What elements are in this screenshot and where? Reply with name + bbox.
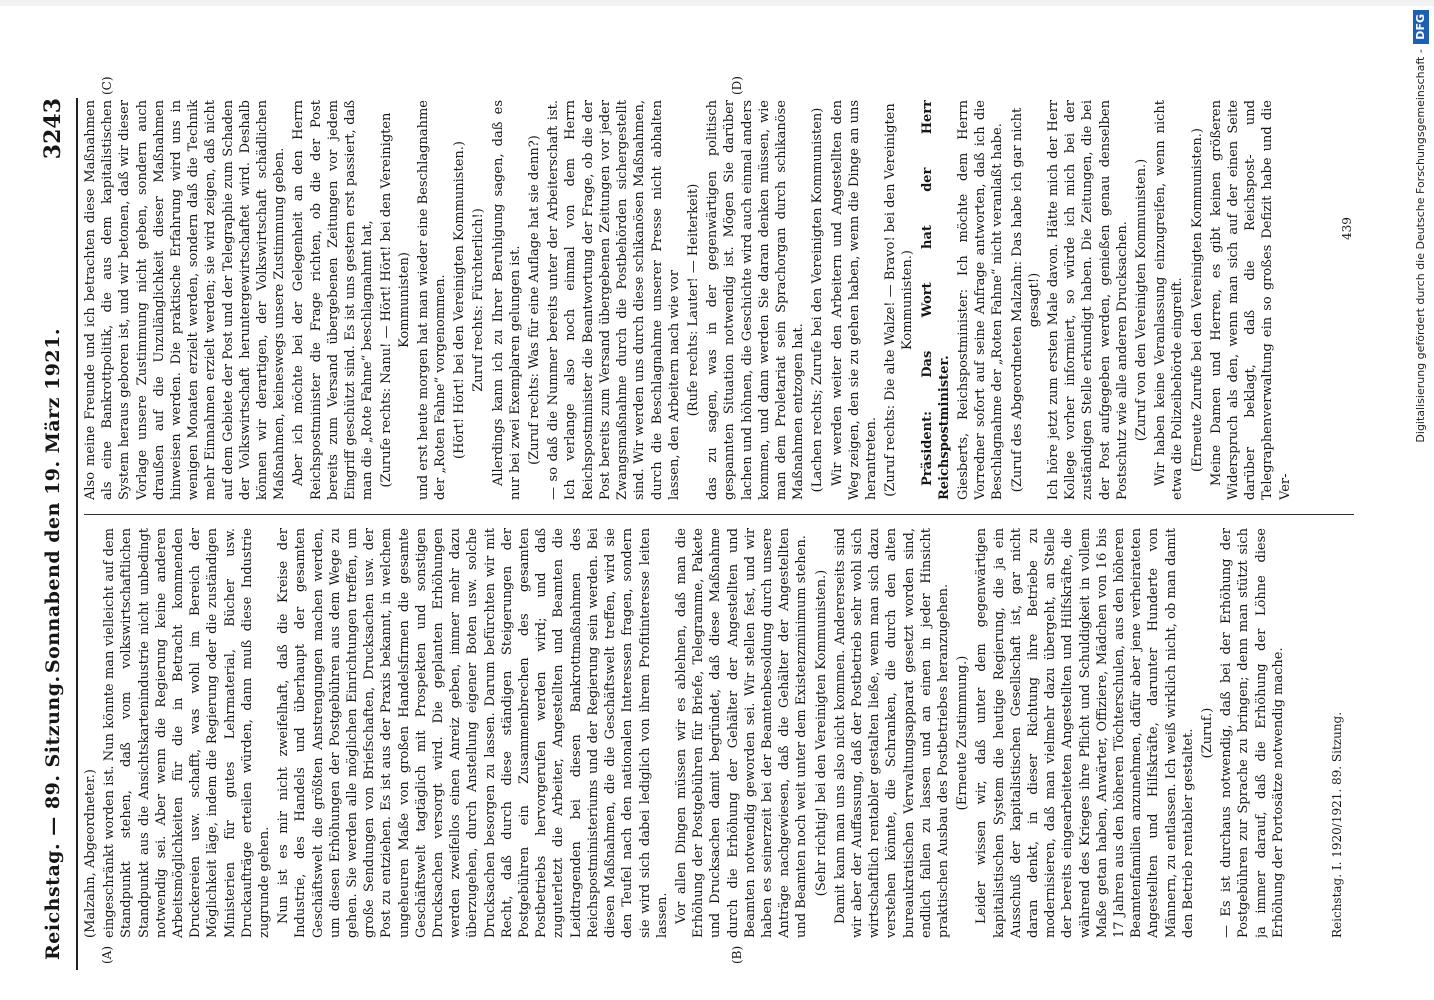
page-header	[28, 98, 78, 970]
margin-marker-c: (C)	[100, 76, 114, 95]
paragraph: — Es ist durchaus notwendig, daß bei der Erhöhung der Postgebühren zur Sprache zu bringen; denn man stützt sich ja immer darauf, daß die Erhöhung der Löhne diese Erhöhung der Portosätze notwendig mache.	[1219, 528, 1286, 938]
paragraph: Vor allen Dingen müssen wir es ablehnen, daß man die Erhöhung der Postgebühren für Briefe, Telegramme, Pakete und Drucksachen damit begründet, daß diese Maßnahme durch die Erhöhung der Gehälter der Angestellten und Beamten notwendig geworden sei. Wir stellen fest, und wir haben es seinerzeit bei der Beamtenbesoldung durch unsere Anträge nachgewiesen, daß die Gehälter der Angestellten und Beamten noch weit unter dem Existenzminimum stehen.	[673, 528, 810, 938]
paragraph: Meine Damen und Herren, es gibt keinen größeren Widerspruch als den, wenn man sich auf der einen Seite darüber beklagt, daß die Reichspost- und Telegraphenverwaltung ein so großes Defizit habe und die Ver-	[1208, 100, 1293, 500]
paragraph: Damit kann man uns also nicht kommen. Andererseits sind wir aber der Auffassung, daß der Postbetrieb sehr wohl sich wirtschaftlich rentabler gestalten ließe, wenn man sich dazu verstehen könnte, die Schranken, die durch den alten bureaukratischen Verwaltungsapparat gesetzt worden sind, endlich fallen zu lassen und an einen in jeder Hinsicht praktischen Ausbau des Postbetriebes heranzugehen.	[832, 528, 951, 938]
margin-marker-b: (B)	[730, 945, 744, 964]
notice-text: Digitalisierung gefördert durch die Deutsche Forschungsgemeinschaft -	[1414, 49, 1427, 443]
paragraph: (Lachen rechts; Zurufe bei den Vereinigten Kommunisten)	[810, 107, 826, 493]
paragraph: Zuruf rechts: Fürchterlich!)	[471, 208, 487, 392]
paragraph: Präsident: Das Wort hat der Herr Reichspostminister.	[919, 100, 952, 500]
page-footer: Reichstag. I. 1920/1921. 89. Sitzung.	[1330, 711, 1344, 938]
paragraph: und erst heute morgen hat man wieder eine Beschlagnahme der „Roten Fahne“ vorgenommen.	[415, 100, 449, 500]
paragraph: das zu sagen, was in der gegenwärtigen politisch gespannten Situation notwendig ist. Mögen Sie darüber lachen und höhnen, die Geschichte wird auch einmal anders kommen, und dann werden Sie daran denken müssen, wie man dem Proletariat sein Sprachorgan durch schikanöse Maßnahmen entzogen hat.	[705, 100, 807, 500]
paragraph: (Zuruf von den Vereinigten Kommunisten.)	[1133, 158, 1149, 442]
paragraph: (Rufe rechts: Lauter! — Heiterkeit)	[685, 183, 701, 417]
paragraph: Giesberts, Reichspostminister: Ich möchte dem Herrn Vorredner sofort auf seine Anfrage antworten, daß ich die Beschlagnahme der „Roten Fahne“ nicht veranlaßt habe.	[955, 100, 1006, 500]
paragraph: — so daß die Nummer bereits unter der Arbeiterschaft ist. Ich verlange also noch einmal von dem Herrn Reichspostminister die Beantwortung der Frage, ob die der Post bereits zum Versand übergebenen Zeitungen vor jeder Zwangsmaßnahme durch die Postbehörden sichergestellt sind. Wir werden uns durch diese schikanösen Maßnahmen, durch die Beschlagnahme unserer Presse nicht abhalten lassen, den Arbeitern nach wie vor	[546, 100, 682, 500]
paragraph: Leider wissen wir, daß unter dem gegenwärtigen kapitalistischen System die heutige Regierung, die ja ein Ausschuß der kapitalistischen Gesellschaft ist, gar nicht daran denkt, in dieser Richtung ihre Betriebe zu modernisieren, daß man vielmehr dazu übergeht, an Stelle der bereits eingearbeiteten Angestellten und Hilfskräfte, die während des Krieges ihre Pflicht und Schuldigkeit in vollem Maße getan haben, Anwärter, Offiziere, Mädchen von 16 bis 17 Jahren aus den höheren Töchterschulen, aus den höheren Beamtenfamilien anzunehmen, dafür aber jene verheirateten Angestellten und Hilfskräfte, darunter Hunderte von Männern, zu entlassen. Ich weiß wirklich nicht, ob man damit den Betrieb rentabler gestaltet.	[974, 528, 1196, 938]
paragraph: (Zuruf rechts: Die alte Walze! — Bravo! bei den Vereinigten Kommunisten.)	[883, 103, 916, 497]
paragraph: (Hört! Hört! bei den Vereinigten Kommunisten.)	[452, 141, 468, 459]
paragraph: Nun ist es mir nicht zweifelhaft, daß die Kreise der Industrie, des Handels und überhaupt der gesamten Geschäftswelt die größten Anstrengungen machen werden, um diesen Erhöhungen der Postgebühren aus dem Wege zu gehen. Sie werden alle möglichen Einrichtungen treffen, um große Sendungen von Briefschaften, Drucksachen usw. der Post zu entziehen. Es ist aus der Praxis bekannt, in welchem ungeheuren Maße von großen Handelsfirmen die gesamte Geschäftswelt tagtäglich mit Prospekten und sonstigen Drucksachen versorgt wird. Die geplanten Erhöhungen werden zweifellos einen Anreiz geben, immer mehr dazu überzugehen, durch Anstellung eigener Boten usw. solche Drucksachen besorgen zu lassen. Darum befürchten wir mit Recht, daß durch diese ständigen Steigerungen der Postgebühren ein Zusammenbrechen des gesamten Postbetriebs hervorgerufen werden wird; und daß zuguterletzt die Arbeiter, Angestellten und Beamten die Leidtragenden bei diesen Bankrottmaßnahmen des Reichspostministeriums und der Regierung sein werden. Bei diesen Maßnahmen, die die Geschäftswelt treffen, wird sie den Teufel nach den nationalen Interessen fragen, sondern sie wird sich dabei lediglich von ihrem Profitinteresse leiten lassen.	[276, 528, 670, 938]
dfg-logo: DFG	[1413, 10, 1429, 44]
digitization-notice	[1411, 10, 1431, 990]
paragraph: Wir werden weiter den Arbeitern und Angestellten den Weg zeigen, den sie zu gehen haben, wenn die Dinge an uns herantreten.	[829, 100, 879, 500]
paragraph: (Sehr richtig! bei den Vereinigten Kommunisten.)	[813, 569, 829, 897]
paragraph: Also meine Freunde und ich betrachten diese Maßnahmen als eine Bankrottpolitik, die aus dem kapitalistischen System heraus geboren ist, und wir betonen, daß wir dieser Vorlage unsere Zustimmung nicht geben, sondern auch draußen auf die Unzulänglichkeit dieser Maßnahmen hinweisen werden. Die praktische Erfahrung wird uns in wenigen Monaten erzielt werden, sondern daß die Technik mehr Einnahmen erzielt werden; sie wird zeigen, daß nicht auf dem Gebiete der Post und der Telegraphie zum Schaden der Volkswirtschaft heruntergewirtschaftet wird. Deshalb können wir derartigen, der Volkswirtschaft schädlichen Maßnahmen, keineswegs unsere Zustimmung geben.	[83, 100, 288, 500]
paragraph: (Erneute Zustimmung.)	[955, 655, 971, 811]
paragraph: (Malzahn, Abgeordneter.)	[83, 769, 98, 938]
paragraph: (Zurufe rechts: Nanu! — Hört! Hört! bei den Vereinigten Kommunisten)	[379, 112, 412, 488]
margin-marker-d: (D)	[730, 76, 744, 95]
column-divider	[84, 514, 1354, 515]
paragraph: Wir haben keine Veranlassung einzugreifen, wenn nicht etwa die Polizeibehörde eingreift.	[1153, 100, 1186, 500]
paragraph: eingeschränkt worden ist. Nun könnte man vielleicht auf dem Standpunkt stehen, daß vom volkswirtschaftlichen Standpunkt aus die Ansichtskartenindustrie nicht unbedingt notwendig sei. Aber wenn die Regierung keine anderen Arbeitsmöglichkeiten für die in Betracht kommenden Druckereien usw. schafft, was wohl im Bereich der Möglichkeit läge, indem die Regierung oder die zuständigen Ministerien für gutes Lehrmaterial, Bücher usw. Druckaufträge erteilen würden, dann muß diese Industrie zugrunde gehen.	[102, 528, 273, 938]
folio-number: 439	[1340, 217, 1354, 240]
paragraph: (Erneute Zurufe bei den Vereinigten Kommunisten.)	[1189, 128, 1205, 472]
page-number: 3243	[40, 98, 66, 160]
paragraph: (Zuruf des Abgeordneten Malzahn: Das habe ich gar nicht gesagt!)	[1009, 107, 1042, 493]
right-column	[82, 100, 1342, 500]
paragraph: Aber ich möchte bei der Gelegenheit an den Herrn Reichspostminister die Frage richten, ob die der Post bereits zum Versand übergebenen Zeitungen vor jedem Eingriff geschützt sind. Es ist uns gestern erst passiert, daß man die „Rote Fahne“ beschlagnahmt hat,	[291, 100, 376, 500]
left-column	[82, 528, 1342, 938]
paragraph: Ich höre jetzt zum ersten Male davon. Hätte mich der Herr Kollege vorher informiert, so würde ich mich bei der zuständigen Stelle erkundigt haben. Die Zeitungen, die bei der Post aufgegeben werden, genießen genau denselben Postschutz wie alle anderen Drucksachen.	[1045, 100, 1130, 500]
margin-marker-a: (A)	[100, 945, 114, 964]
paragraph: (Zuruf.)	[1200, 707, 1215, 759]
header-session: Reichstag. — 89. Sitzung.	[42, 675, 64, 960]
header-date: Sonnabend den 19. März 1921.	[42, 328, 64, 674]
paragraph: Allerdings kann ich zu Ihrer Beruhigung sagen, daß es nur bei zwei Exemplaren gelungen ist.	[490, 100, 523, 500]
paragraph: (Zuruf rechts: Was für eine Auflage hat sie denn?)	[527, 135, 543, 465]
